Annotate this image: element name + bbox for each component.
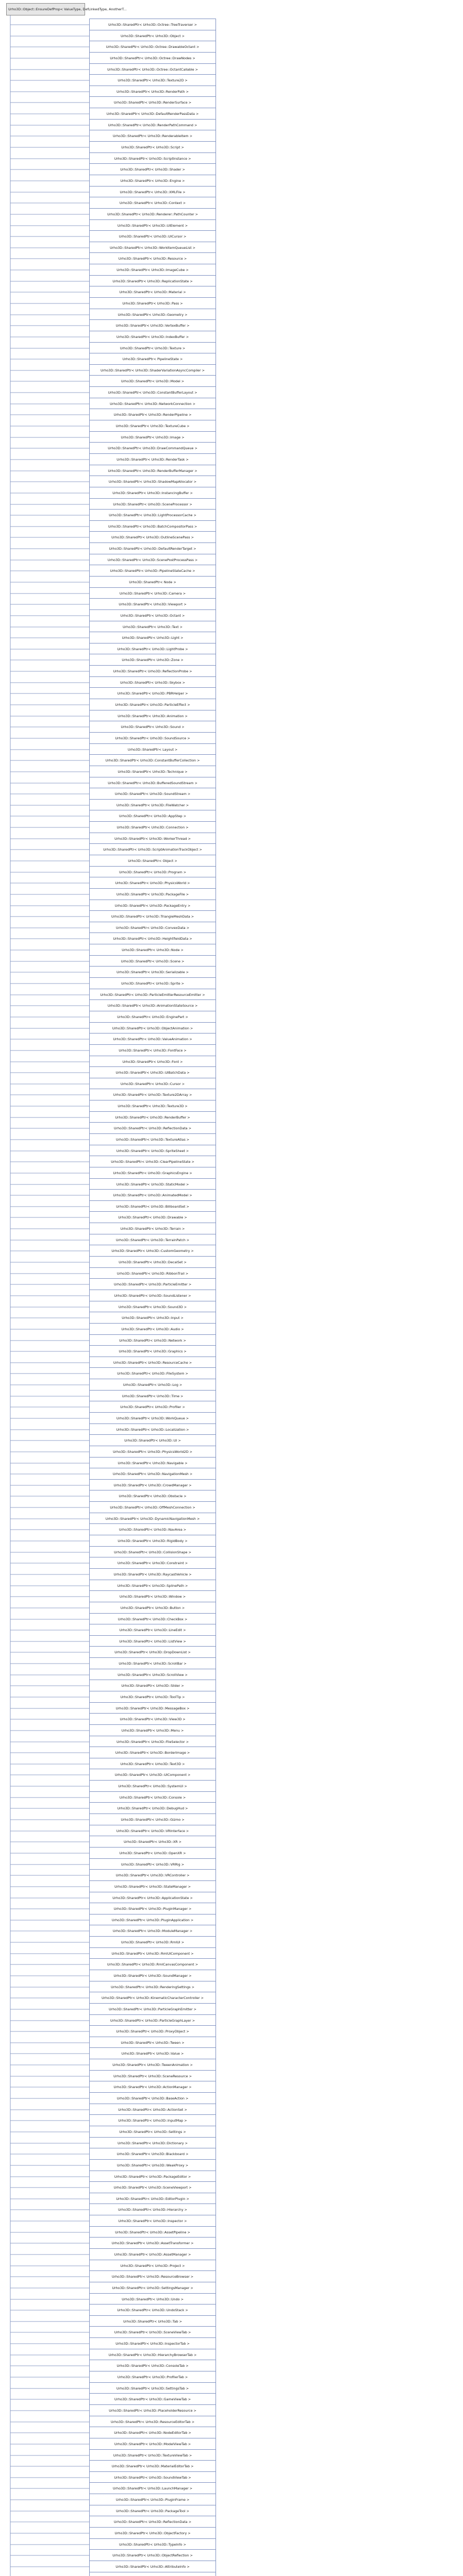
derived-class-node[interactable]: Urho3D::SharedPtr< Urho3D::BillboardSet > xyxy=(89,1200,216,1213)
derived-class-node[interactable]: Urho3D::SharedPtr< Urho3D::PackageEntry > xyxy=(89,900,216,912)
derived-class-node[interactable]: Urho3D::SharedPtr< Urho3D::Drawable > xyxy=(89,1211,216,1224)
derived-class-node[interactable]: Urho3D::SharedPtr< Urho3D::Project > xyxy=(89,2260,216,2272)
derived-class-node[interactable]: Urho3D::SharedPtr< Urho3D::Inspector > xyxy=(89,2215,216,2227)
derived-class-node[interactable]: Urho3D::SharedPtr< Urho3D::Terrain > xyxy=(89,1223,216,1235)
derived-class-node[interactable]: Urho3D::SharedPtr< Urho3D::Node > xyxy=(89,944,216,956)
derived-class-node[interactable]: Urho3D::SharedPtr< Urho3D::ReflectionData > xyxy=(89,2516,216,2528)
root-class-node[interactable]: Urho3D::Object::EnsureDefProp< ValueType, DefLinkedType, AnotherT... xyxy=(6,3,85,15)
derived-class-node[interactable]: Urho3D::SharedPtr< Urho3D::TypeInfo > xyxy=(89,2538,216,2551)
derived-class-node[interactable]: Urho3D::SharedPtr< Urho3D::OutlineScenePass > xyxy=(89,531,216,544)
derived-class-node[interactable]: Urho3D::SharedPtr< Urho3D::UIComponent > xyxy=(89,1769,216,1781)
derived-class-node[interactable]: Urho3D::SharedPtr< Urho3D::HierarchyBrowserTab > xyxy=(89,2349,216,2361)
derived-class-node[interactable]: Urho3D::SharedPtr< Urho3D::Console > xyxy=(89,1791,216,1804)
derived-class-node[interactable]: Urho3D::SharedPtr< Urho3D::Technique > xyxy=(89,766,216,778)
derived-class-node[interactable]: Urho3D::SharedPtr< Urho3D::UndoStack > xyxy=(89,2304,216,2316)
derived-class-node[interactable]: Urho3D::SharedPtr< Urho3D::RenderPipeline > xyxy=(89,409,216,421)
derived-class-node[interactable]: Urho3D::SharedPtr< Urho3D::RenderableItem > xyxy=(89,130,216,142)
derived-class-node[interactable]: Urho3D::SharedPtr< Urho3D::GameViewTab > xyxy=(89,2393,216,2405)
derived-class-node[interactable]: Urho3D::SharedPtr< Urho3D::DefaultRenderTarget > xyxy=(89,543,216,555)
derived-class-node[interactable]: Urho3D::SharedPtr< Urho3D::ClearPipelineState > xyxy=(89,1156,216,1168)
derived-class-node[interactable]: Urho3D::SharedPtr< Urho3D::Geometry > xyxy=(89,309,216,321)
derived-class-node[interactable]: Urho3D::SharedPtr< Urho3D::Font > xyxy=(89,1056,216,1068)
derived-class-node[interactable]: Urho3D::SharedPtr< Urho3D::UI > xyxy=(89,1434,216,1447)
derived-class-node[interactable]: Urho3D::SharedPtr< Urho3D::Slider > xyxy=(89,1680,216,1692)
derived-class-node[interactable]: Urho3D::SharedPtr< Urho3D::Octree::DrawNodes > xyxy=(89,52,216,64)
derived-class-node[interactable]: Urho3D::SharedPtr< Urho3D::Settings > xyxy=(89,2126,216,2138)
derived-class-node[interactable]: Urho3D::SharedPtr< Urho3D::View3D > xyxy=(89,1713,216,1725)
derived-class-node[interactable]: Urho3D::SharedPtr< Urho3D::Sprite > xyxy=(89,977,216,990)
derived-class-node[interactable]: Urho3D::SharedPtr< Urho3D::ShaderVariationAsyncCompiler > xyxy=(89,364,216,377)
derived-class-node[interactable]: Urho3D::SharedPtr< Urho3D::TerrainPatch > xyxy=(89,1234,216,1246)
derived-class-node[interactable]: Urho3D::SharedPtr< Urho3D::ParticleEffect > xyxy=(89,699,216,711)
derived-class-node[interactable]: Urho3D::SharedPtr< Urho3D::ResourceCache > xyxy=(89,1357,216,1369)
derived-class-node[interactable]: Urho3D::SharedPtr< Urho3D::HeightfieldData > xyxy=(89,933,216,945)
derived-class-node[interactable]: Urho3D::SharedPtr< Urho3D::Sound3D > xyxy=(89,1301,216,1313)
derived-class-node[interactable]: Urho3D::SharedPtr< Urho3D::DropDownList > xyxy=(89,1646,216,1658)
derived-class-node[interactable]: Urho3D::SharedPtr< Urho3D::ReflectionProbe > xyxy=(89,665,216,677)
derived-class-node[interactable]: Urho3D::SharedPtr< Urho3D::RenderingSettings > xyxy=(89,1981,216,1993)
derived-class-node[interactable]: Urho3D::SharedPtr< Urho3D::ValueAnimation > xyxy=(89,1033,216,1045)
derived-class-node[interactable]: Urho3D::SharedPtr< Urho3D::ParticleGraphLayer > xyxy=(89,2014,216,2027)
derived-class-node[interactable]: Urho3D::SharedPtr< Object > xyxy=(89,855,216,867)
derived-class-node[interactable]: Urho3D::SharedPtr< Urho3D::LightProbe > xyxy=(89,643,216,655)
derived-class-node[interactable]: Urho3D::SharedPtr< Urho3D::Network > xyxy=(89,1334,216,1347)
derived-class-node[interactable]: Urho3D::SharedPtr< Urho3D::EnginePart > xyxy=(89,1011,216,1023)
derived-class-node[interactable]: Urho3D::SharedPtr< Urho3D::ConsoleTab > xyxy=(89,2360,216,2372)
derived-class-node[interactable]: Urho3D::SharedPtr< Urho3D::ImageCube > xyxy=(89,264,216,276)
derived-class-node[interactable]: Urho3D::SharedPtr< Urho3D::InputMap > xyxy=(89,2114,216,2127)
derived-class-node[interactable]: Urho3D::SharedPtr< Urho3D::AnimatedModel > xyxy=(89,1189,216,1201)
derived-class-node[interactable]: Urho3D::SharedPtr< Urho3D::Undo > xyxy=(89,2293,216,2306)
derived-class-node[interactable]: Urho3D::SharedPtr< Urho3D::Octree::DrawableOctant > xyxy=(89,41,216,53)
derived-class-node[interactable]: Urho3D::SharedPtr< Urho3D::ScrollBar > xyxy=(89,1657,216,1670)
derived-class-node[interactable]: Urho3D::SharedPtr< Urho3D::Octree::OctantCallable > xyxy=(89,63,216,76)
derived-class-node[interactable]: Urho3D::SharedPtr< Urho3D::Window > xyxy=(89,1590,216,1603)
derived-class-node[interactable]: Urho3D::SharedPtr< Urho3D::Camera > xyxy=(89,587,216,600)
derived-class-node[interactable]: Urho3D::SharedPtr< Urho3D::ObjectReflection > xyxy=(89,2549,216,2562)
derived-class-node[interactable]: Urho3D::SharedPtr< Urho3D::Resource > xyxy=(89,252,216,265)
derived-class-node[interactable]: Urho3D::SharedPtr< Urho3D::ConstantBufferCollection > xyxy=(89,754,216,767)
derived-class-node[interactable]: Urho3D::SharedPtr< Urho3D::Log > xyxy=(89,1379,216,1391)
derived-class-node[interactable]: Urho3D::SharedPtr< Urho3D::ToolTip > xyxy=(89,1691,216,1703)
derived-class-node[interactable]: Urho3D::SharedPtr< Urho3D::Material > xyxy=(89,286,216,298)
derived-class-node[interactable]: Urho3D::SharedPtr< Urho3D::FileWatcher > xyxy=(89,799,216,811)
derived-class-node[interactable]: Urho3D::SharedPtr< Urho3D::Zone > xyxy=(89,654,216,666)
derived-class-node[interactable]: Urho3D::SharedPtr< Urho3D::CustomGeometry > xyxy=(89,1245,216,1257)
derived-class-node[interactable]: Urho3D::SharedPtr< Urho3D::PackageTool > xyxy=(89,2505,216,2517)
derived-class-node[interactable]: Urho3D::SharedPtr< Urho3D::RenderBuffer > xyxy=(89,1111,216,1124)
derived-class-node[interactable]: Urho3D::SharedPtr< Urho3D::Serializable > xyxy=(89,966,216,978)
derived-class-node[interactable]: Urho3D::SharedPtr< Urho3D::LaunchManager > xyxy=(89,2482,216,2495)
derived-class-node[interactable]: Urho3D::SharedPtr< Urho3D::BufferedSoundStream > xyxy=(89,777,216,789)
derived-class-node[interactable]: Urho3D::SharedPtr< Urho3D::DebugHud > xyxy=(89,1802,216,1815)
derived-class-node[interactable]: Urho3D::SharedPtr< Urho3D::Text > xyxy=(89,621,216,633)
derived-class-node[interactable]: Urho3D::SharedPtr< Urho3D::PackageEditor > xyxy=(89,2171,216,2183)
derived-class-node[interactable]: Urho3D::SharedPtr< Urho3D::VRRig > xyxy=(89,1858,216,1871)
derived-class-node[interactable]: Urho3D::SharedPtr< Layout > xyxy=(89,743,216,756)
derived-class-node[interactable]: Urho3D::SharedPtr< Urho3D::ReflectionData > xyxy=(89,1122,216,1134)
derived-class-node[interactable]: Urho3D::SharedPtr< Urho3D::ResourceBrowser > xyxy=(89,2270,216,2283)
derived-class-node[interactable]: Urho3D::SharedPtr< Urho3D::Dictionary > xyxy=(89,2137,216,2149)
derived-class-node[interactable]: Urho3D::SharedPtr< Urho3D::Cursor > xyxy=(89,1078,216,1090)
derived-class-node[interactable]: Urho3D::SharedPtr< Urho3D::SpriteSheet > xyxy=(89,1145,216,1157)
derived-class-node[interactable]: Urho3D::SharedPtr< Urho3D::ParticleGraphEmitter > xyxy=(89,2003,216,2015)
derived-class-node[interactable]: Urho3D::SharedPtr< Urho3D::Script > xyxy=(89,141,216,154)
derived-class-node[interactable] xyxy=(89,2572,216,2576)
derived-class-node[interactable]: Urho3D::SharedPtr< Urho3D::Viewport > xyxy=(89,598,216,611)
derived-class-node[interactable]: Urho3D::SharedPtr< Urho3D::Image > xyxy=(89,431,216,444)
derived-class-node[interactable]: Urho3D::SharedPtr< Urho3D::CheckBox > xyxy=(89,1613,216,1625)
derived-class-node[interactable]: Urho3D::SharedPtr< Urho3D::Shader > xyxy=(89,163,216,176)
derived-class-node[interactable]: Urho3D::SharedPtr< Urho3D::DynamicNavigationMesh > xyxy=(89,1513,216,1525)
derived-class-node[interactable]: Urho3D::SharedPtr< Urho3D::MessageBox > xyxy=(89,1702,216,1715)
derived-class-node[interactable]: Urho3D::SharedPtr< Urho3D::Blackboard > xyxy=(89,2148,216,2160)
derived-class-node[interactable]: Urho3D::SharedPtr< Urho3D::Object > xyxy=(89,30,216,42)
derived-class-node[interactable]: Urho3D::SharedPtr< Urho3D::IndexBuffer > xyxy=(89,331,216,343)
derived-class-node[interactable]: Urho3D::SharedPtr< Urho3D::Context > xyxy=(89,197,216,209)
derived-class-node[interactable]: Urho3D::SharedPtr< Urho3D::Program > xyxy=(89,866,216,878)
derived-class-node[interactable]: Urho3D::SharedPtr< Urho3D::PluginFrame > xyxy=(89,2494,216,2506)
derived-class-node[interactable]: Urho3D::SharedPtr< Urho3D::DrawCommandQueue > xyxy=(89,442,216,454)
derived-class-node[interactable]: Urho3D::SharedPtr< Urho3D::LineEdit > xyxy=(89,1624,216,1636)
derived-class-node[interactable]: Urho3D::SharedPtr< PipelineState > xyxy=(89,353,216,365)
derived-class-node[interactable]: Urho3D::SharedPtr< Urho3D::ScriptInstance > xyxy=(89,152,216,165)
derived-class-node[interactable]: Urho3D::SharedPtr< Urho3D::UIElement > xyxy=(89,219,216,232)
derived-class-node[interactable]: Urho3D::SharedPtr< Urho3D::Time > xyxy=(89,1390,216,1402)
derived-class-node[interactable]: Urho3D::SharedPtr< Urho3D::Model > xyxy=(89,375,216,387)
derived-class-node[interactable]: Urho3D::SharedPtr< Urho3D::PluginManager > xyxy=(89,1903,216,1915)
derived-class-node[interactable]: Urho3D::SharedPtr< Urho3D::UICursor > xyxy=(89,230,216,243)
derived-class-node[interactable]: Urho3D::SharedPtr< Urho3D::AssetPipeline > xyxy=(89,2226,216,2239)
derived-class-node[interactable]: Urho3D::SharedPtr< Urho3D::FileSelector > xyxy=(89,1736,216,1748)
derived-class-node[interactable]: Urho3D::SharedPtr< Urho3D::Button > xyxy=(89,1602,216,1614)
derived-class-node[interactable]: Urho3D::SharedPtr< Urho3D::ListView > xyxy=(89,1635,216,1648)
derived-class-node[interactable]: Urho3D::SharedPtr< Urho3D::BaseAction > xyxy=(89,2092,216,2105)
derived-class-node[interactable]: Urho3D::SharedPtr< Urho3D::SoundViewTab > xyxy=(89,2471,216,2484)
derived-class-node[interactable]: Urho3D::SharedPtr< Urho3D::TriangleMeshData > xyxy=(89,910,216,923)
derived-class-node[interactable]: Urho3D::SharedPtr< Urho3D::Obstacle > xyxy=(89,1490,216,1502)
derived-class-node[interactable]: Urho3D::SharedPtr< Urho3D::Profiler > xyxy=(89,1401,216,1413)
derived-class-node[interactable]: Urho3D::SharedPtr< Urho3D::TweenAnimation > xyxy=(89,2059,216,2071)
derived-class-node[interactable]: Urho3D::SharedPtr< Urho3D::FileSystem > xyxy=(89,1367,216,1380)
derived-class-node[interactable]: Urho3D::SharedPtr< Urho3D::LightProcessorCache > xyxy=(89,509,216,521)
derived-class-node[interactable]: Urho3D::SharedPtr< Urho3D::SceneViewport > xyxy=(89,2181,216,2194)
derived-class-node[interactable]: Urho3D::SharedPtr< Urho3D::TextureAtlas > xyxy=(89,1133,216,1146)
derived-class-node[interactable]: Urho3D::SharedPtr< Urho3D::Sound > xyxy=(89,721,216,733)
derived-class-node[interactable]: Urho3D::SharedPtr< Urho3D::ResourceEditorTab > xyxy=(89,2416,216,2428)
derived-class-node[interactable]: Urho3D::SharedPtr< Urho3D::AppStep > xyxy=(89,810,216,822)
derived-class-node[interactable]: Urho3D::SharedPtr< Urho3D::WorkerThread > xyxy=(89,833,216,845)
derived-class-node[interactable]: Urho3D::SharedPtr< Urho3D::Animation > xyxy=(89,710,216,722)
derived-class-node[interactable]: Urho3D::SharedPtr< Urho3D::SoundSource > xyxy=(89,732,216,744)
derived-class-node[interactable]: Urho3D::SharedPtr< Urho3D::ScriptAnimationTrackObject > xyxy=(89,843,216,856)
derived-class-node[interactable]: Urho3D::SharedPtr< Urho3D::Octree::TreeTraverser > xyxy=(89,19,216,31)
derived-class-node[interactable]: Urho3D::SharedPtr< Urho3D::ReplicationState > xyxy=(89,275,216,287)
derived-class-node[interactable]: Urho3D::SharedPtr< Urho3D::NetworkConnection > xyxy=(89,398,216,410)
derived-class-node[interactable]: Urho3D::SharedPtr< Urho3D::WeakProxy > xyxy=(89,2159,216,2172)
derived-class-node[interactable]: Urho3D::SharedPtr< Urho3D::NavigationMesh > xyxy=(89,1468,216,1480)
derived-class-node[interactable]: Urho3D::SharedPtr< Urho3D::ConvexData > xyxy=(89,922,216,934)
derived-class-node[interactable]: Urho3D::SharedPtr< Urho3D::OffMeshConnection > xyxy=(89,1501,216,1514)
derived-class-node[interactable]: Urho3D::SharedPtr< Urho3D::PluginApplication > xyxy=(89,1914,216,1926)
derived-class-node[interactable]: Urho3D::SharedPtr< Urho3D::Text3D > xyxy=(89,1758,216,1770)
derived-class-node[interactable]: Urho3D::SharedPtr< Urho3D::DefaultRenderPassData > xyxy=(89,108,216,120)
derived-class-node[interactable]: Urho3D::SharedPtr< Urho3D::ProfilerTab > xyxy=(89,2371,216,2383)
derived-class-node[interactable]: Urho3D::SharedPtr< Urho3D::AssetManager > xyxy=(89,2248,216,2261)
derived-class-node[interactable]: Urho3D::SharedPtr< Urho3D::Skybox > xyxy=(89,676,216,689)
derived-class-node[interactable]: Urho3D::SharedPtr< Urho3D::ActionSet > xyxy=(89,2104,216,2116)
derived-class-node[interactable]: Urho3D::SharedPtr< Urho3D::Hierarchy > xyxy=(89,2204,216,2216)
derived-class-node[interactable]: Urho3D::SharedPtr< Urho3D::VertexBuffer > xyxy=(89,319,216,332)
derived-class-node[interactable]: Urho3D::SharedPtr< Urho3D::ObjectFactory > xyxy=(89,2527,216,2539)
derived-class-node[interactable]: Urho3D::SharedPtr< Urho3D::SettingsManager > xyxy=(89,2282,216,2294)
derived-class-node[interactable]: Urho3D::SharedPtr< Urho3D::Localization > xyxy=(89,1423,216,1436)
derived-class-node[interactable]: Urho3D::SharedPtr< Urho3D::StaticModel > xyxy=(89,1178,216,1191)
derived-class-node[interactable]: Urho3D::SharedPtr< Urho3D::Renderer::PathCounter > xyxy=(89,208,216,221)
derived-class-node[interactable]: Urho3D::SharedPtr< Urho3D::SceneProcessor > xyxy=(89,498,216,511)
derived-class-node[interactable]: Urho3D::SharedPtr< Urho3D::KinematicCharacterController > xyxy=(89,1992,216,2004)
derived-class-node[interactable]: Urho3D::SharedPtr< Urho3D::Graphics > xyxy=(89,1345,216,1358)
derived-class-node[interactable]: Urho3D::SharedPtr< Urho3D::SoundManager > xyxy=(89,1970,216,1982)
derived-class-node[interactable]: Urho3D::SharedPtr< Urho3D::XR > xyxy=(89,1836,216,1848)
derived-class-node[interactable]: Urho3D::SharedPtr< Urho3D::NavArea > xyxy=(89,1523,216,1536)
derived-class-node[interactable]: Urho3D::SharedPtr< Urho3D::ParticleEmitterResourceEmitter > xyxy=(89,989,216,1001)
derived-class-node[interactable]: Urho3D::SharedPtr< Urho3D::Light > xyxy=(89,632,216,644)
derived-class-node[interactable]: Urho3D::SharedPtr< Urho3D::Tween > xyxy=(89,2037,216,2049)
derived-class-node[interactable]: Urho3D::SharedPtr< Urho3D::Octant > xyxy=(89,609,216,622)
derived-class-node[interactable]: Urho3D::SharedPtr< Urho3D::Scene > xyxy=(89,955,216,968)
derived-class-node[interactable]: Urho3D::SharedPtr< Urho3D::RenderPathCommand > xyxy=(89,119,216,131)
derived-class-node[interactable]: Urho3D::SharedPtr< Urho3D::RigidBody > xyxy=(89,1535,216,1547)
derived-class-node[interactable]: Urho3D::SharedPtr< Urho3D::AnimationStateSource > xyxy=(89,999,216,1012)
derived-class-node[interactable]: Urho3D::SharedPtr< Urho3D::ModelViewTab > xyxy=(89,2438,216,2450)
derived-class-node[interactable]: Urho3D::SharedPtr< Urho3D::PhysicsWorld > xyxy=(89,877,216,889)
derived-class-node[interactable]: Urho3D::SharedPtr< Urho3D::Constraint > xyxy=(89,1557,216,1569)
derived-class-node[interactable]: Urho3D::SharedPtr< Urho3D::StateManager > xyxy=(89,1880,216,1893)
derived-class-node[interactable]: Urho3D::SharedPtr< Urho3D::PipelineStateCache > xyxy=(89,565,216,577)
derived-class-node[interactable]: Urho3D::SharedPtr< Urho3D::RmlUIComponent > xyxy=(89,1947,216,1960)
derived-class-node[interactable]: Urho3D::SharedPtr< Urho3D::ObjectAnimation > xyxy=(89,1022,216,1035)
derived-class-node[interactable]: Urho3D::SharedPtr< Urho3D::VRController > xyxy=(89,1869,216,1882)
derived-class-node[interactable]: Urho3D::SharedPtr< Urho3D::ParticleEmitter > xyxy=(89,1278,216,1291)
derived-class-node[interactable]: Urho3D::SharedPtr< Urho3D::WorkItemQueueList > xyxy=(89,242,216,254)
derived-class-node[interactable]: Urho3D::SharedPtr< Urho3D::NodeEditorTab > xyxy=(89,2427,216,2439)
derived-class-node[interactable]: Urho3D::SharedPtr< Urho3D::PBRHelper > xyxy=(89,687,216,700)
derived-class-node[interactable]: Urho3D::SharedPtr< Node > xyxy=(89,576,216,588)
derived-class-node[interactable]: Urho3D::SharedPtr< Urho3D::Value > xyxy=(89,2047,216,2060)
derived-class-node[interactable]: Urho3D::SharedPtr< Urho3D::DecalSet > xyxy=(89,1256,216,1268)
derived-class-node[interactable]: Urho3D::SharedPtr< Urho3D::ShadowMapAllocator > xyxy=(89,476,216,488)
derived-class-node[interactable]: Urho3D::SharedPtr< Urho3D::CollisionShape > xyxy=(89,1546,216,1558)
derived-class-node[interactable]: Urho3D::SharedPtr< Urho3D::OpenXR > xyxy=(89,1847,216,1859)
derived-class-node[interactable]: Urho3D::SharedPtr< Urho3D::Input > xyxy=(89,1312,216,1324)
derived-class-node[interactable]: Urho3D::SharedPtr< Urho3D::Engine > xyxy=(89,175,216,187)
derived-class-node[interactable]: Urho3D::SharedPtr< Urho3D::ApplicationState > xyxy=(89,1892,216,1904)
derived-class-node[interactable]: Urho3D::SharedPtr< Urho3D::SoundListener > xyxy=(89,1290,216,1302)
derived-class-node[interactable]: Urho3D::SharedPtr< Urho3D::SceneResource > xyxy=(89,2070,216,2082)
derived-class-node[interactable]: Urho3D::SharedPtr< Urho3D::Connection > xyxy=(89,821,216,834)
derived-class-node[interactable]: Urho3D::SharedPtr< Urho3D::RenderBufferManager > xyxy=(89,465,216,477)
derived-class-node[interactable]: Urho3D::SharedPtr< Urho3D::VRInterface > xyxy=(89,1825,216,1837)
derived-class-node[interactable]: Urho3D::SharedPtr< Urho3D::RenderSurface > xyxy=(89,96,216,109)
derived-class-node[interactable]: Urho3D::SharedPtr< Urho3D::TextureViewTab > xyxy=(89,2449,216,2462)
derived-class-node[interactable]: Urho3D::SharedPtr< Urho3D::RenderPath > xyxy=(89,86,216,98)
derived-class-node[interactable]: Urho3D::SharedPtr< Urho3D::AssetTransformer > xyxy=(89,2237,216,2249)
derived-class-node[interactable]: Urho3D::SharedPtr< Urho3D::PlaceholderResource > xyxy=(89,2404,216,2417)
derived-class-node[interactable]: Urho3D::SharedPtr< Urho3D::RibbonTrail > xyxy=(89,1267,216,1280)
derived-class-node[interactable]: Urho3D::SharedPtr< Urho3D::InspectorTab > xyxy=(89,2337,216,2350)
derived-class-node[interactable]: Urho3D::SharedPtr< Urho3D::GraphicsEngine > xyxy=(89,1167,216,1179)
derived-class-node[interactable]: Urho3D::SharedPtr< Urho3D::Menu > xyxy=(89,1724,216,1737)
derived-class-node[interactable]: Urho3D::SharedPtr< Urho3D::Navigable > xyxy=(89,1457,216,1469)
derived-class-node[interactable]: Urho3D::SharedPtr< Urho3D::SystemUI > xyxy=(89,1780,216,1792)
derived-class-node[interactable]: Urho3D::SharedPtr< Urho3D::ScrollView > xyxy=(89,1669,216,1681)
derived-class-node[interactable]: Urho3D::SharedPtr< Urho3D::Audio > xyxy=(89,1323,216,1335)
derived-class-node[interactable]: Urho3D::SharedPtr< Urho3D::Texture2D > xyxy=(89,74,216,87)
derived-class-node[interactable]: Urho3D::SharedPtr< Urho3D::ProxyObject > xyxy=(89,2025,216,2038)
derived-class-node[interactable]: Urho3D::SharedPtr< Urho3D::Tab > xyxy=(89,2315,216,2328)
derived-class-node[interactable]: Urho3D::SharedPtr< Urho3D::Pass > xyxy=(89,297,216,310)
derived-class-node[interactable]: Urho3D::SharedPtr< Urho3D::CrowdManager > xyxy=(89,1479,216,1492)
derived-class-node[interactable]: Urho3D::SharedPtr< Urho3D::SoundStream > xyxy=(89,788,216,800)
derived-class-node[interactable]: Urho3D::SharedPtr< Urho3D::EditorPlugin > xyxy=(89,2193,216,2205)
derived-class-node[interactable]: Urho3D::SharedPtr< Urho3D::UIBatchData > xyxy=(89,1066,216,1079)
derived-class-node[interactable]: Urho3D::SharedPtr< Urho3D::FontFace > xyxy=(89,1044,216,1057)
derived-class-node[interactable]: Urho3D::SharedPtr< Urho3D::ModuleManager > xyxy=(89,1925,216,1937)
derived-class-node[interactable]: Urho3D::SharedPtr< Urho3D::WorkQueue > xyxy=(89,1412,216,1425)
derived-class-node[interactable]: Urho3D::SharedPtr< Urho3D::RmlCanvasComponent > xyxy=(89,1958,216,1971)
derived-class-node[interactable]: Urho3D::SharedPtr< Urho3D::TextureCube > xyxy=(89,420,216,432)
derived-class-node[interactable]: Urho3D::SharedPtr< Urho3D::SplinePath > xyxy=(89,1580,216,1592)
derived-class-node[interactable]: Urho3D::SharedPtr< Urho3D::Texture > xyxy=(89,342,216,354)
derived-class-node[interactable]: Urho3D::SharedPtr< Urho3D::SceneViewTab > xyxy=(89,2326,216,2338)
derived-class-node[interactable]: Urho3D::SharedPtr< Urho3D::PackageFile > xyxy=(89,888,216,901)
derived-class-node[interactable]: Urho3D::SharedPtr< Urho3D::ConstantBufferLayout > xyxy=(89,386,216,399)
derived-class-node[interactable]: Urho3D::SharedPtr< Urho3D::BorderImage > xyxy=(89,1747,216,1759)
derived-class-node[interactable]: Urho3D::SharedPtr< Urho3D::MaterialEditorTab > xyxy=(89,2460,216,2472)
derived-class-node[interactable]: Urho3D::SharedPtr< Urho3D::RmlUI > xyxy=(89,1936,216,1948)
derived-class-node[interactable]: Urho3D::SharedPtr< Urho3D::PhysicsWorld2D > xyxy=(89,1446,216,1458)
derived-class-node[interactable]: Urho3D::SharedPtr< Urho3D::InstancingBuffer > xyxy=(89,487,216,499)
derived-class-node[interactable]: Urho3D::SharedPtr< Urho3D::XMLFile > xyxy=(89,186,216,198)
derived-class-node[interactable]: Urho3D::SharedPtr< Urho3D::AttributeInfo > xyxy=(89,2561,216,2573)
derived-class-node[interactable]: Urho3D::SharedPtr< Urho3D::Texture2DArray > xyxy=(89,1089,216,1101)
derived-class-node[interactable]: Urho3D::SharedPtr< Urho3D::Gizmo > xyxy=(89,1814,216,1826)
derived-class-node[interactable]: Urho3D::SharedPtr< Urho3D::ScenePostProcessPass > xyxy=(89,554,216,566)
derived-class-node[interactable]: Urho3D::SharedPtr< Urho3D::Texture3D > xyxy=(89,1100,216,1112)
derived-class-node[interactable]: Urho3D::SharedPtr< Urho3D::RenderTask > xyxy=(89,453,216,466)
derived-class-node[interactable]: Urho3D::SharedPtr< Urho3D::RaycastVehicle > xyxy=(89,1568,216,1581)
derived-class-node[interactable]: Urho3D::SharedPtr< Urho3D::BatchCompositorPass > xyxy=(89,520,216,533)
derived-class-node[interactable]: Urho3D::SharedPtr< Urho3D::ActionManager > xyxy=(89,2081,216,2093)
derived-class-node[interactable]: Urho3D::SharedPtr< Urho3D::SettingsTab > xyxy=(89,2382,216,2395)
